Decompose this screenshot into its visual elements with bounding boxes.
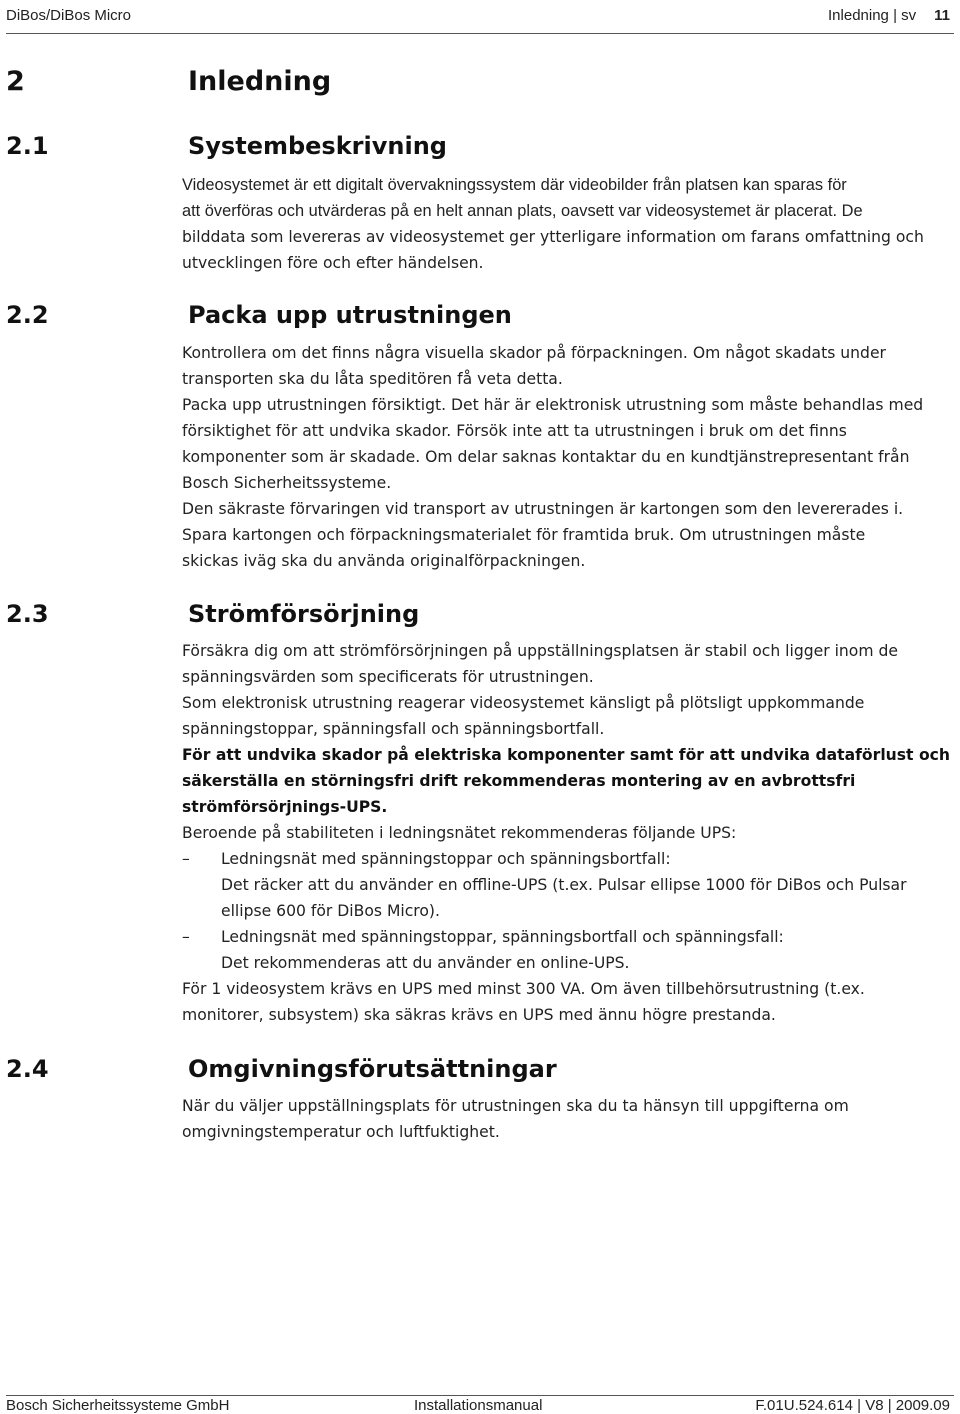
page-footer [6, 1395, 954, 1414]
list-item-desc: Det räcker att du använder en offline-UPS (t.ex. Pulsar ellipse 1000 för DiBos och Pulsar [221, 876, 907, 894]
body-line: Försäkra dig om att strömförsörjningen på uppställningsplatsen är stabil och ligger inom de [182, 642, 898, 660]
dash-bullet: – [182, 850, 190, 868]
section-2-1-title: Systembeskrivning [188, 132, 447, 160]
section-2-2-number: 2.2 [6, 301, 49, 329]
list-item-desc: Det rekommenderas att du använder en online-UPS. [221, 954, 630, 972]
section-2-2-heading [6, 301, 954, 335]
body-line: spänningsvärden som specificerats för utrustningen. [182, 668, 594, 686]
body-line: skickas iväg ska du använda originalförpackningen. [182, 552, 586, 570]
section-2-4-title: Omgivningsförutsättningar [188, 1055, 557, 1083]
header-page-number: 11 [934, 7, 950, 24]
footer-rule [6, 1395, 954, 1396]
body-line: För 1 videosystem krävs en UPS med minst 300 VA. Om även tillbehörsutrustning (t.ex. [182, 980, 865, 998]
body-line: försiktighet för att undvika skador. Försök inte att ta utrustningen i bruk om det finns [182, 422, 847, 440]
section-2-1-number: 2.1 [6, 132, 49, 160]
chapter-heading [6, 66, 954, 106]
section-2-3-heading [6, 600, 954, 634]
body-line: Som elektronisk utrustning reagerar videosystemet känsligt på plötsligt uppkommande [182, 694, 865, 712]
page-header [6, 5, 954, 31]
body-line: När du väljer uppställningsplats för utrustningen ska du ta hänsyn till uppgifterna om [182, 1097, 849, 1115]
list-item-title: Ledningsnät med spänningstoppar och spänningsbortfall: [221, 850, 671, 868]
body-line: bilddata som levereras av videosystemet ger ytterligare information om farans omfattning och [182, 228, 924, 246]
section-2-2-title: Packa upp utrustningen [188, 301, 512, 329]
list-item [182, 924, 952, 976]
body-line: att överföras och utvärderas på en helt annan plats, oavsett var videosystemet är placerat. De [182, 202, 863, 220]
body-line: Packa upp utrustningen försiktigt. Det här är elektronisk utrustning som måste behandlas med [182, 396, 924, 414]
body-line: omgivningstemperatur och luftfuktighet. [182, 1123, 500, 1141]
section-2-4-number: 2.4 [6, 1055, 49, 1083]
header-rule [6, 33, 954, 34]
warning-line: strömförsörjnings-UPS. [182, 798, 388, 816]
warning-line: säkerställa en störningsfri drift rekommenderas montering av en avbrottsfri [182, 772, 856, 790]
footer-company: Bosch Sicherheitssysteme GmbH [6, 1397, 230, 1414]
footer-doc-type: Installationsmanual [414, 1397, 543, 1414]
header-product: DiBos/DiBos Micro [6, 7, 132, 24]
section-2-3-title: Strömförsörjning [188, 600, 420, 628]
section-2-4-heading [6, 1055, 954, 1089]
section-2-4-body [182, 1093, 952, 1145]
warning-line: För att undvika skador på elektriska komponenter samt för att undvika dataförlust och [182, 746, 950, 764]
header-right [828, 7, 950, 24]
body-line: utvecklingen före och efter händelsen. [182, 254, 484, 272]
body-line: Videosystemet är ett digitalt övervakningssystem där videobilder från platsen kan sparas för [182, 176, 847, 194]
body-line: Kontrollera om det finns några visuella skador på förpackningen. Om något skadats under [182, 344, 886, 362]
chapter-title: Inledning [188, 66, 332, 97]
body-line: Spara kartongen och förpackningsmaterialet för framtida bruk. Om utrustningen måste [182, 526, 866, 544]
body-line: transporten ska du låta speditören få veta detta. [182, 370, 563, 388]
list-item [182, 846, 952, 924]
header-section-lang: Inledning | sv [828, 7, 917, 24]
body-line: komponenter som är skadade. Om delar saknas kontaktar du en kundtjänstrepresentant från [182, 448, 910, 466]
body-line: spänningstoppar, spänningsfall och spänningsbortfall. [182, 720, 605, 738]
section-2-3-number: 2.3 [6, 600, 49, 628]
dash-bullet: – [182, 928, 190, 946]
body-line: Bosch Sicherheitssysteme. [182, 474, 392, 492]
section-2-1-body [182, 172, 952, 276]
section-2-3-body [182, 638, 952, 1028]
section-2-2-body [182, 340, 952, 574]
list-item-title: Ledningsnät med spänningstoppar, spänningsbortfall och spänningsfall: [221, 928, 784, 946]
list-item-desc: ellipse 600 för DiBos Micro). [221, 902, 440, 920]
body-line: Den säkraste förvaringen vid transport av utrustningen är kartongen som den levererades i. [182, 500, 904, 518]
body-line: monitorer, subsystem) ska säkras krävs en UPS med ännu högre prestanda. [182, 1006, 776, 1024]
chapter-number: 2 [6, 66, 25, 97]
footer-doc-ref: F.01U.524.614 | V8 | 2009.09 [755, 1397, 950, 1414]
body-line: Beroende på stabiliteten i ledningsnätet rekommenderas följande UPS: [182, 824, 737, 842]
section-2-1-heading [6, 132, 954, 166]
